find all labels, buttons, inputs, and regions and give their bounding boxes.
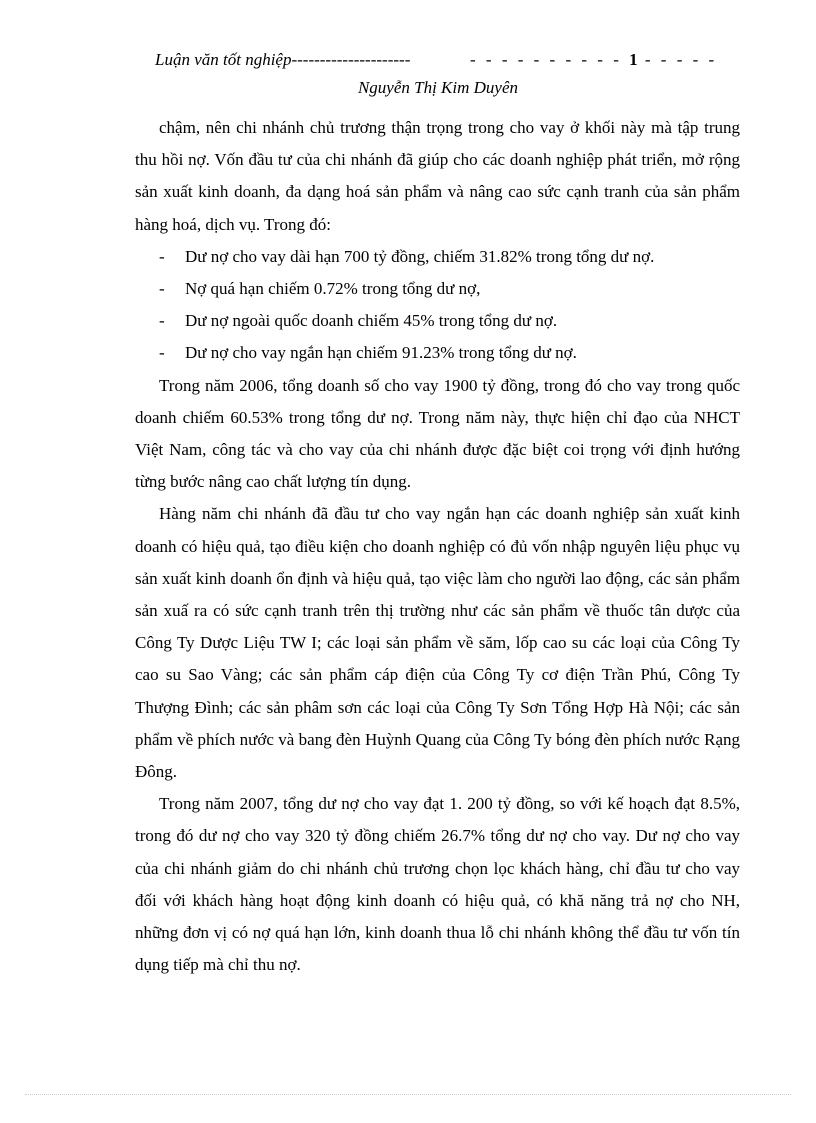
author-name: Nguyễn Thị Kim Duyên xyxy=(357,78,519,97)
paragraph-4: Trong năm 2007, tổng dư nợ cho vay đạt 1. 200 tỷ đồng, so với kế hoạch đạt 8.5%, trong đó dư nợ cho vay 320 tỷ đồng chiếm 26.7% tổng dư nợ cho vay. Dư nợ cho vay của chi nhánh giảm do chi nhánh chủ trương chọn lọc khách hàng, chỉ đầu tư cho vay đối với khách hàng hoạt động kinh doanh có hiệu quả, có khă năng trả nợ cho NH, những đơn vị có nợ quá hạn lớn, kinh doanh thua lỗ chi nhánh không thể đầu tư vốn tín dụng tiếp mà chỉ thu nợ. xyxy=(135,794,740,975)
page-bottom-rule xyxy=(25,1094,791,1095)
list-item-text: Dư nợ cho vay dài hạn 700 tỷ đồng, chiếm 31.82% trong tổng dư nợ. xyxy=(185,246,655,266)
page-number: 1 xyxy=(629,50,638,69)
paragraph-3: Hàng năm chi nhánh đã đầu tư cho vay ngắn hạn các doanh nghiệp sản xuất kinh doanh có hiệu quả, tạo điều kiện cho doanh nghiệp có đủ vốn nhập nguyên liệu phục vụ sản xuất kinh doanh ổn định và hiệu quả, tạo việc làm cho người lao động, các sản phẩm sản xuấ ra có sức cạnh tranh trên thị trường như các sản phẩm về thuốc tân dược của Công Ty Dược Liệu TW I; các loại sản phẩm về săm, lốp cao su các loại của Công Ty cao su Sao Vàng; các sản phẩm cáp điện của Công Ty cơ điện Trần Phú, Công Ty Thượng Đình; các sản phâm sơn các loại của Công Ty Sơn Tổng Hợp Hà Nội; các sản phẩm về phích nước và bang đèn Huỳnh Quang của Công Ty bóng đèn phích nước Rạng Đông. xyxy=(135,504,740,782)
bullet-dash: - xyxy=(159,246,165,266)
list-item-text: Dư nợ cho vay ngắn hạn chiếm 91.23% trong tổng dư nợ. xyxy=(185,343,577,363)
list-item xyxy=(135,241,740,273)
document-title: Luận văn tốt nghiệp--------------------- xyxy=(155,50,411,69)
header-dashes-right: - - - - - xyxy=(644,50,718,69)
list-item xyxy=(135,337,740,369)
document-body xyxy=(135,112,740,981)
bullet-dash: - xyxy=(159,343,165,363)
list-item xyxy=(135,305,740,337)
paragraph-2: Trong năm 2006, tổng doanh số cho vay 1900 tỷ đồng, trong đó cho vay trong quốc doanh chiếm 60.53% trong tổng dư nợ. Trong năm này, thực hiện chỉ đạo của NHCT Việt Nam, công tác và cho vay của chi nhánh được đặc biệt coi trọng với định hướng từng bước nâng cao chất lượng tín dụng. xyxy=(135,375,740,492)
list-item xyxy=(135,273,740,305)
bullet-list xyxy=(135,241,740,370)
paragraph-1: chậm, nên chi nhánh chủ trương thận trọng trong cho vay ở khối này mà tập trung thu hồi nợ. Vốn đầu tư của chi nhánh đã giúp cho các doanh nghiệp phát triển, mở rộng sản xuất kinh doanh, đa dạng hoá sản phẩm và nâng cao sức cạnh tranh của sản phẩm hàng hoá, dịch vụ. Trong đó: xyxy=(135,118,740,234)
header-dashes-left: - - - - - - - - - - xyxy=(470,50,622,69)
list-item-text: Nợ quá hạn chiếm 0.72% trong tổng dư nợ, xyxy=(185,279,481,299)
bullet-dash: - xyxy=(159,311,165,331)
list-item-text: Dư nợ ngoài quốc doanh chiếm 45% trong tổng dư nợ. xyxy=(185,311,558,331)
bullet-dash: - xyxy=(159,279,165,299)
page-number-line xyxy=(470,50,717,70)
